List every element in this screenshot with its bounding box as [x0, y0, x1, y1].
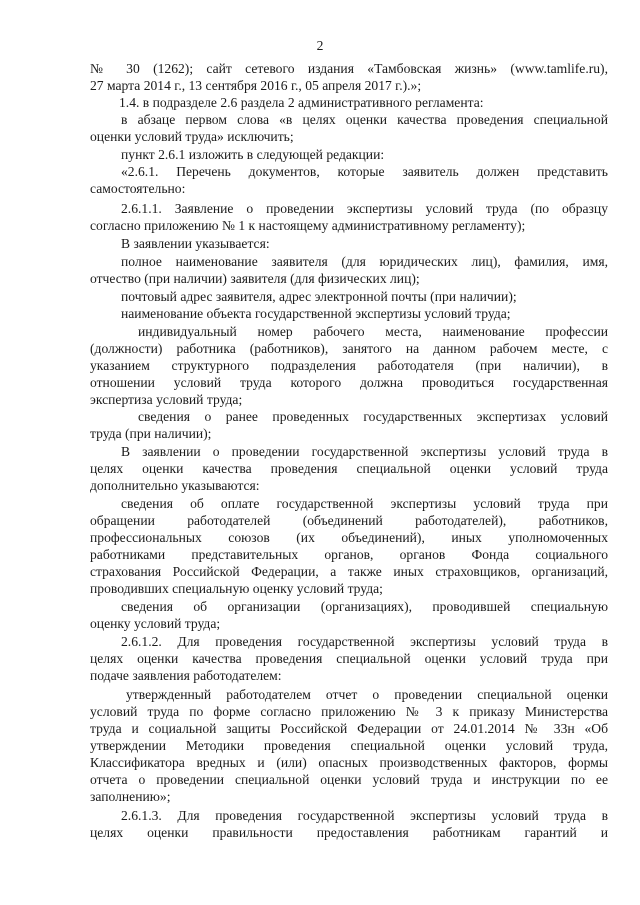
- text-line: В заявлении о проведении государственной экспертизы условий труда в: [121, 444, 608, 459]
- text-line: оценки условий труда» исключить;: [90, 129, 294, 144]
- text-line: оценку условий труда;: [90, 616, 221, 631]
- text-line: отчета о проведении специальной оценки условий труда и инструкции по ее: [90, 772, 608, 787]
- text-line: страхования Российской Федерации, а также иных страховщиков, организаций,: [90, 564, 608, 579]
- text-line: (должности) работника (работников), занятого на данном рабочем месте, с: [90, 341, 608, 356]
- text-line: утверждении Методики проведения специальной оценки условий труда,: [90, 738, 608, 753]
- text-line: сведения о ранее проведенных государственных экспертизах условий: [138, 409, 608, 424]
- text-line: сведения об организации (организациях), проводившей специальную: [121, 599, 608, 614]
- text-line: полное наименование заявителя (для юридических лиц), фамилия, имя,: [121, 254, 608, 269]
- text-line: работниками представительных органов, органов Фонда социального: [90, 547, 608, 562]
- text-line: В заявлении указывается:: [121, 236, 270, 251]
- page-number: 2: [316, 38, 324, 53]
- text-line: индивидуальный номер рабочего места, наименование профессии: [138, 324, 608, 339]
- text-line: пункт 2.6.1 изложить в следующей редакции:: [121, 147, 385, 162]
- text-line: утвержденный работодателем отчет о проведении специальной оценки: [126, 687, 608, 702]
- text-line: почтовый адрес заявителя, адрес электронной почты (при наличии);: [121, 289, 517, 304]
- text-line: согласно приложению № 1 к настоящему административному регламенту);: [90, 218, 526, 233]
- text-line: заполнению»;: [90, 789, 171, 804]
- text-line: целях оценки правильности предоставления работникам гарантий и: [90, 825, 608, 840]
- text-line: 2.6.1.3. Для проведения государственной экспертизы условий труда в: [121, 808, 608, 823]
- text-line: 2.6.1.1. Заявление о проведении экспертизы условий труда (по образцу: [121, 201, 608, 216]
- text-line: обращении работодателей (объединений работодателей), работников,: [90, 513, 608, 528]
- text-line: проводивших специальную оценку условий труда;: [90, 581, 383, 596]
- text-line: дополнительно указываются:: [90, 478, 260, 493]
- text-line: наименование объекта государственной экспертизы условий труда;: [121, 306, 511, 321]
- text-line: 1.4. в подразделе 2.6 раздела 2 административного регламента:: [119, 95, 484, 110]
- text-line: экспертиза условий труда;: [90, 392, 243, 407]
- text-line: сведения об оплате государственной экспертизы условий труда при: [121, 496, 608, 511]
- text-line: целях оценки качества проведения специальной оценки условий труда: [90, 461, 608, 476]
- text-line: труда и социальной защиты Российской Федерации от 24.01.2014 № 33н «Об: [90, 721, 608, 736]
- text-line: 2.6.1.2. Для проведения государственной экспертизы условий труда в: [121, 634, 608, 649]
- text-line: отношении условий труда которого должна проводиться государственная: [90, 375, 608, 390]
- text-line: целях оценки качества проведения специальной оценки условий труда при: [90, 651, 608, 666]
- text-line: подаче заявления работодателем:: [90, 668, 282, 683]
- text-line: указанием структурного подразделения работодателя (при наличии), в: [90, 358, 608, 373]
- text-line: № 30 (1262); сайт сетевого издания «Тамбовская жизнь» (www.tamlife.ru),: [90, 61, 608, 76]
- text-line: Классификатора вредных и (или) опасных производственных факторов, формы: [90, 755, 608, 770]
- text-line: труда (при наличии);: [90, 426, 212, 441]
- text-line: условий труда по форме согласно приложению № 3 к приказу Министерства: [90, 704, 608, 719]
- text-line: в абзаце первом слова «в целях оценки качества проведения специальной: [121, 112, 608, 127]
- text-line: 27 марта 2014 г., 13 сентября 2016 г., 05 апреля 2017 г.).»;: [90, 78, 422, 93]
- text-line: профессиональных союзов (их объединений), иных уполномоченных: [90, 530, 608, 545]
- text-line: «2.6.1. Перечень документов, которые заявитель должен представить: [121, 164, 608, 179]
- text-line: самостоятельно:: [90, 181, 186, 196]
- text-line: отчество (при наличии) заявителя (для физических лиц);: [90, 271, 420, 286]
